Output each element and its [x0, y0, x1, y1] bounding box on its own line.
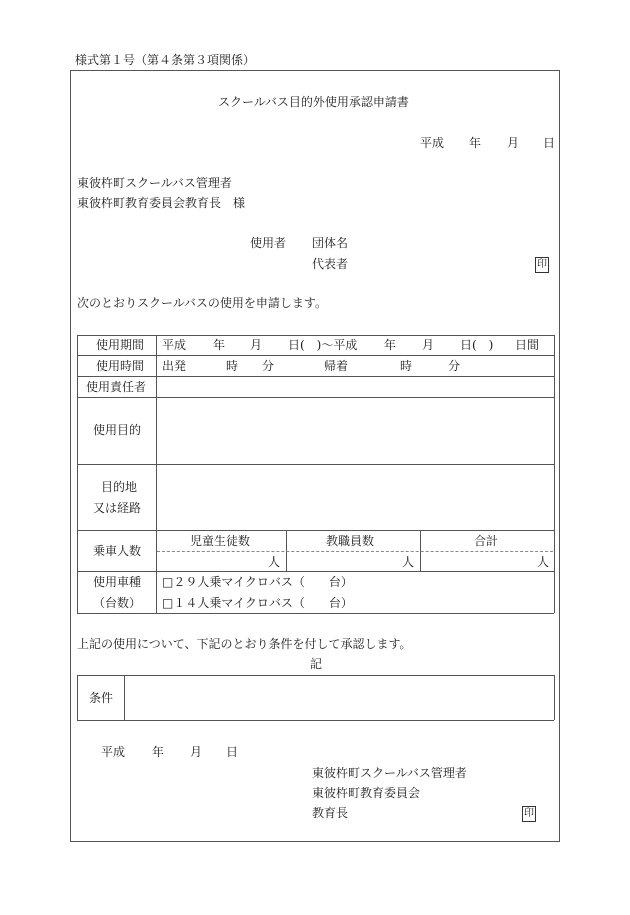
footer-year: 年 [152, 745, 165, 759]
period-month2: 月 [422, 338, 435, 352]
time-depart: 出発 [162, 359, 187, 373]
period-day2: 日( ) [460, 338, 494, 352]
ki-label: 記 [310, 657, 323, 671]
staff-unit: 人 [402, 555, 415, 569]
period-year2: 年 [384, 338, 397, 352]
date-era: 平成 [420, 136, 445, 150]
form-number: 様式第１号（第４条第３項関係） [75, 53, 256, 67]
footer-month: 月 [190, 745, 203, 759]
students-header: 児童生徒数 [190, 534, 251, 548]
total-header: 合計 [474, 534, 499, 548]
vehicle-label-2: （台数） [93, 596, 142, 610]
passengers-label: 乗車人数 [93, 544, 142, 558]
destination-label-2: 又は経路 [93, 501, 142, 515]
vehicle-option-29[interactable]: □２９人乗マイクロバス（ 台） [162, 575, 353, 589]
org-name-label: 団体名 [312, 236, 349, 250]
time-hour1: 時 [226, 359, 239, 373]
vehicle-label-1: 使用車種 [93, 575, 142, 589]
date-month: 月 [507, 136, 520, 150]
addressee-line1: 東彼杵町スクールバス管理者 [77, 176, 232, 190]
condition-label: 条件 [89, 691, 114, 705]
period-year1: 年 [213, 338, 226, 352]
applicant-seal: 印 [535, 257, 549, 273]
vehicle-option-14[interactable]: □１４人乗マイクロバス（ 台） [162, 596, 353, 610]
period-label: 使用期間 [96, 338, 145, 352]
date-year: 年 [469, 136, 482, 150]
period-era: 平成 [162, 338, 187, 352]
form-title: スクールバス目的外使用承認申請書 [218, 95, 409, 109]
issuer-line1: 東彼杵町スクールバス管理者 [312, 766, 467, 780]
time-min2: 分 [448, 359, 461, 373]
purpose-label: 使用目的 [93, 423, 142, 437]
applicant-label: 使用者 [250, 236, 287, 250]
responsible-label: 使用責任者 [86, 380, 147, 394]
period-day1: 日( )〜平成 [288, 338, 358, 352]
destination-label-1: 目的地 [101, 480, 138, 494]
issuer-seal: 印 [522, 806, 536, 822]
total-unit: 人 [537, 555, 550, 569]
representative-label: 代表者 [312, 257, 349, 271]
students-unit: 人 [268, 555, 281, 569]
time-hour2: 時 [400, 359, 413, 373]
approval-text: 上記の使用について、下記のとおり条件を付して承認します。 [77, 637, 412, 651]
issuer-line2: 東彼杵町教育委員会 [312, 786, 421, 800]
intro-text: 次のとおりスクールバスの使用を申請します。 [77, 296, 327, 310]
time-min1: 分 [262, 359, 275, 373]
issuer-line3: 教育長 [312, 806, 349, 820]
time-arrive: 帰着 [324, 359, 349, 373]
addressee-line2: 東彼杵町教育委員会教育長 様 [77, 196, 246, 210]
date-day: 日 [543, 136, 556, 150]
period-month1: 月 [250, 338, 263, 352]
period-days: 日間 [515, 338, 540, 352]
time-label: 使用時間 [96, 359, 145, 373]
footer-day: 日 [226, 745, 239, 759]
staff-header: 教職員数 [326, 534, 375, 548]
footer-era: 平成 [101, 745, 126, 759]
